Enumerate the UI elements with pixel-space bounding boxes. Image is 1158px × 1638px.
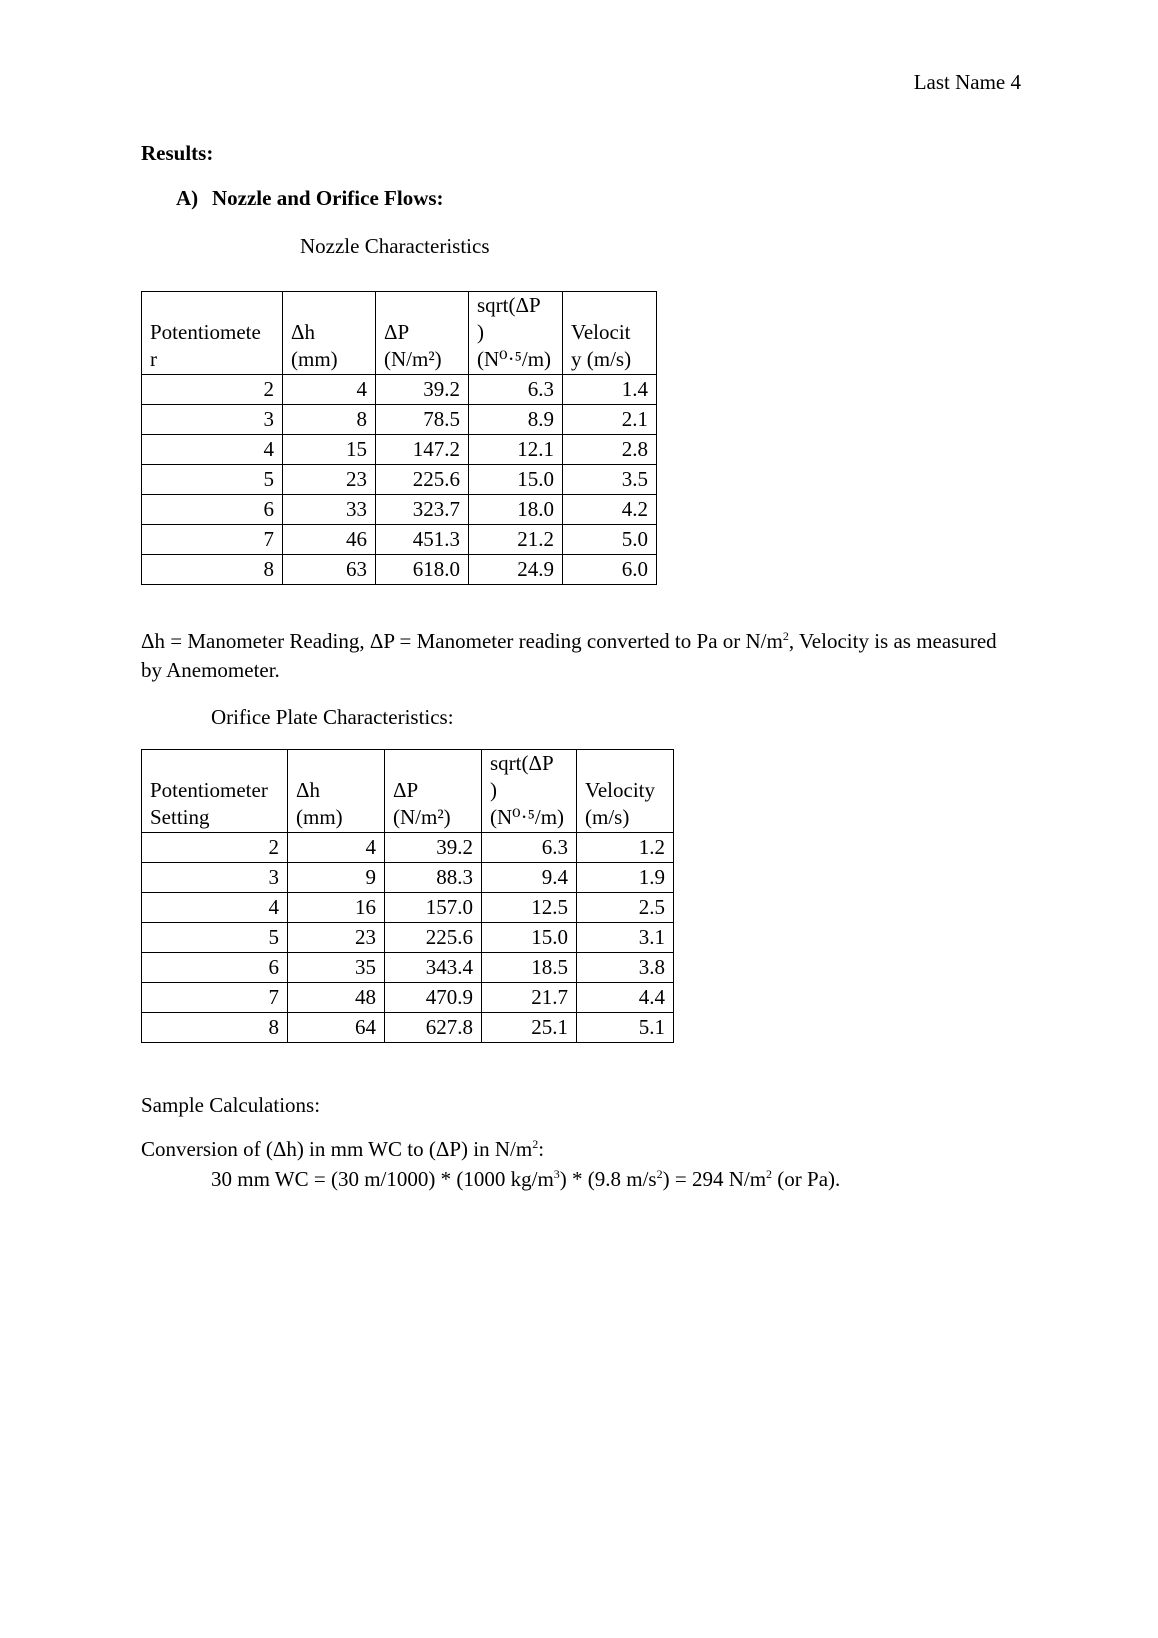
table-cell: 21.2 [469,525,563,555]
column-header [283,292,376,375]
column-header-label: Velocit y (m/s) [571,320,632,371]
table-row [142,983,674,1013]
table-cell: 23 [288,923,385,953]
table-cell: 5.0 [563,525,657,555]
formula-sup-c: 2 [766,1167,773,1181]
note-text: Δh = Manometer Reading, ΔP = Manometer reading converted to Pa or N/m [141,629,783,653]
table-row [142,833,674,863]
table-cell: 6 [142,953,288,983]
section-number: A) [176,186,199,210]
table-cell: 3 [142,405,283,435]
table-row [142,435,657,465]
table-cell: 48 [288,983,385,1013]
table-cell: 12.1 [469,435,563,465]
sample-calculations-heading: Sample Calculations: [141,1093,321,1117]
table-cell: 5 [142,465,283,495]
formula-part-d: (or Pa). [772,1167,841,1191]
table-cell: 5 [142,923,288,953]
table-cell: 225.6 [376,465,469,495]
column-header-label: sqrt(ΔP ) (N⁰·⁵/m) [490,751,565,829]
table-cell: 4 [142,893,288,923]
table-row [142,525,657,555]
nozzle-table [141,291,657,585]
table-cell: 7 [142,525,283,555]
conversion-text: Conversion of (Δh) in mm WC to (ΔP) in N/m [141,1137,533,1161]
table-cell: 1.9 [577,863,674,893]
section-heading [176,186,444,211]
table-cell: 15 [283,435,376,465]
table-header-row [142,750,674,833]
table-row [142,863,674,893]
note-superscript: 2 [782,629,789,643]
table-cell: 12.5 [482,893,577,923]
conversion-colon: : [538,1137,545,1161]
table-cell: 8.9 [469,405,563,435]
conversion-formula [211,1167,840,1192]
table-cell: 4.4 [577,983,674,1013]
table-cell: 4.2 [563,495,657,525]
table-cell: 25.1 [482,1013,577,1043]
table-cell: 2 [142,833,288,863]
results-heading: Results: [141,141,214,165]
table-cell: 8 [142,1013,288,1043]
table-row [142,495,657,525]
column-header [142,292,283,375]
conversion-superscript: 2 [532,1137,539,1151]
table-cell: 88.3 [385,863,482,893]
table-cell: 225.6 [385,923,482,953]
formula-part-c: ) = 294 N/m [662,1167,767,1191]
table-row [142,893,674,923]
column-header-label: Potentiometer Setting [150,778,268,829]
table-cell: 9 [288,863,385,893]
table-cell: 1.4 [563,375,657,405]
table-cell: 2.5 [577,893,674,923]
table-cell: 3.8 [577,953,674,983]
column-header [288,750,385,833]
table-cell: 6.3 [469,375,563,405]
column-header [469,292,563,375]
formula-part-b: ) * (9.8 m/s [559,1167,657,1191]
nozzle-table-caption: Nozzle Characteristics [300,234,490,258]
formula-sup-a: 3 [553,1167,560,1181]
table-cell: 323.7 [376,495,469,525]
table-cell: 7 [142,983,288,1013]
column-header-label: Velocity (m/s) [585,778,655,829]
table-cell: 3.1 [577,923,674,953]
table-row [142,953,674,983]
table-cell: 4 [142,435,283,465]
table-cell: 63 [283,555,376,585]
column-header [142,750,288,833]
table-cell: 3 [142,863,288,893]
table-cell: 4 [288,833,385,863]
column-header-label: Δh (mm) [296,778,343,829]
column-header-label: sqrt(ΔP ) (N⁰·⁵/m) [477,293,552,371]
table-row [142,465,657,495]
column-header-label: ΔP (N/m²) [393,778,451,829]
column-header-label: ΔP (N/m²) [384,320,442,371]
column-header [563,292,657,375]
table-note [141,627,1021,685]
note-text-end: , Velocity is as measured by Anemometer. [141,629,997,682]
table-cell: 5.1 [577,1013,674,1043]
table-cell: 39.2 [376,375,469,405]
table-cell: 35 [288,953,385,983]
table-cell: 627.8 [385,1013,482,1043]
table-cell: 6 [142,495,283,525]
section-title: Nozzle and Orifice Flows: [212,186,444,210]
table-cell: 24.9 [469,555,563,585]
orifice-table-caption: Orifice Plate Characteristics: [211,705,454,729]
table-cell: 78.5 [376,405,469,435]
table-cell: 8 [142,555,283,585]
table-cell: 39.2 [385,833,482,863]
table-cell: 618.0 [376,555,469,585]
column-header-label: Δh (mm) [291,320,338,371]
table-row [142,375,657,405]
table-cell: 23 [283,465,376,495]
column-header [482,750,577,833]
table-row [142,405,657,435]
table-cell: 4 [283,375,376,405]
table-cell: 2 [142,375,283,405]
table-cell: 2.1 [563,405,657,435]
formula-part-a: 30 mm WC = (30 m/1000) * (1000 kg/m [211,1167,554,1191]
table-cell: 6.0 [563,555,657,585]
page-header: Last Name 4 [913,70,1021,94]
table-cell: 6.3 [482,833,577,863]
table-cell: 470.9 [385,983,482,1013]
table-cell: 2.8 [563,435,657,465]
table-cell: 343.4 [385,953,482,983]
table-row [142,555,657,585]
table-cell: 18.5 [482,953,577,983]
column-header [385,750,482,833]
conversion-description [141,1137,544,1162]
table-row [142,1013,674,1043]
table-cell: 157.0 [385,893,482,923]
table-cell: 46 [283,525,376,555]
column-header [376,292,469,375]
column-header-label: Potentiomete r [150,320,261,371]
table-cell: 9.4 [482,863,577,893]
table-cell: 1.2 [577,833,674,863]
table-cell: 64 [288,1013,385,1043]
table-cell: 15.0 [469,465,563,495]
table-cell: 16 [288,893,385,923]
table-cell: 15.0 [482,923,577,953]
table-header-row [142,292,657,375]
orifice-table [141,749,674,1043]
column-header [577,750,674,833]
table-cell: 21.7 [482,983,577,1013]
table-cell: 18.0 [469,495,563,525]
table-cell: 147.2 [376,435,469,465]
formula-sup-b: 2 [656,1167,663,1181]
table-row [142,923,674,953]
table-cell: 33 [283,495,376,525]
table-cell: 8 [283,405,376,435]
table-cell: 3.5 [563,465,657,495]
table-cell: 451.3 [376,525,469,555]
